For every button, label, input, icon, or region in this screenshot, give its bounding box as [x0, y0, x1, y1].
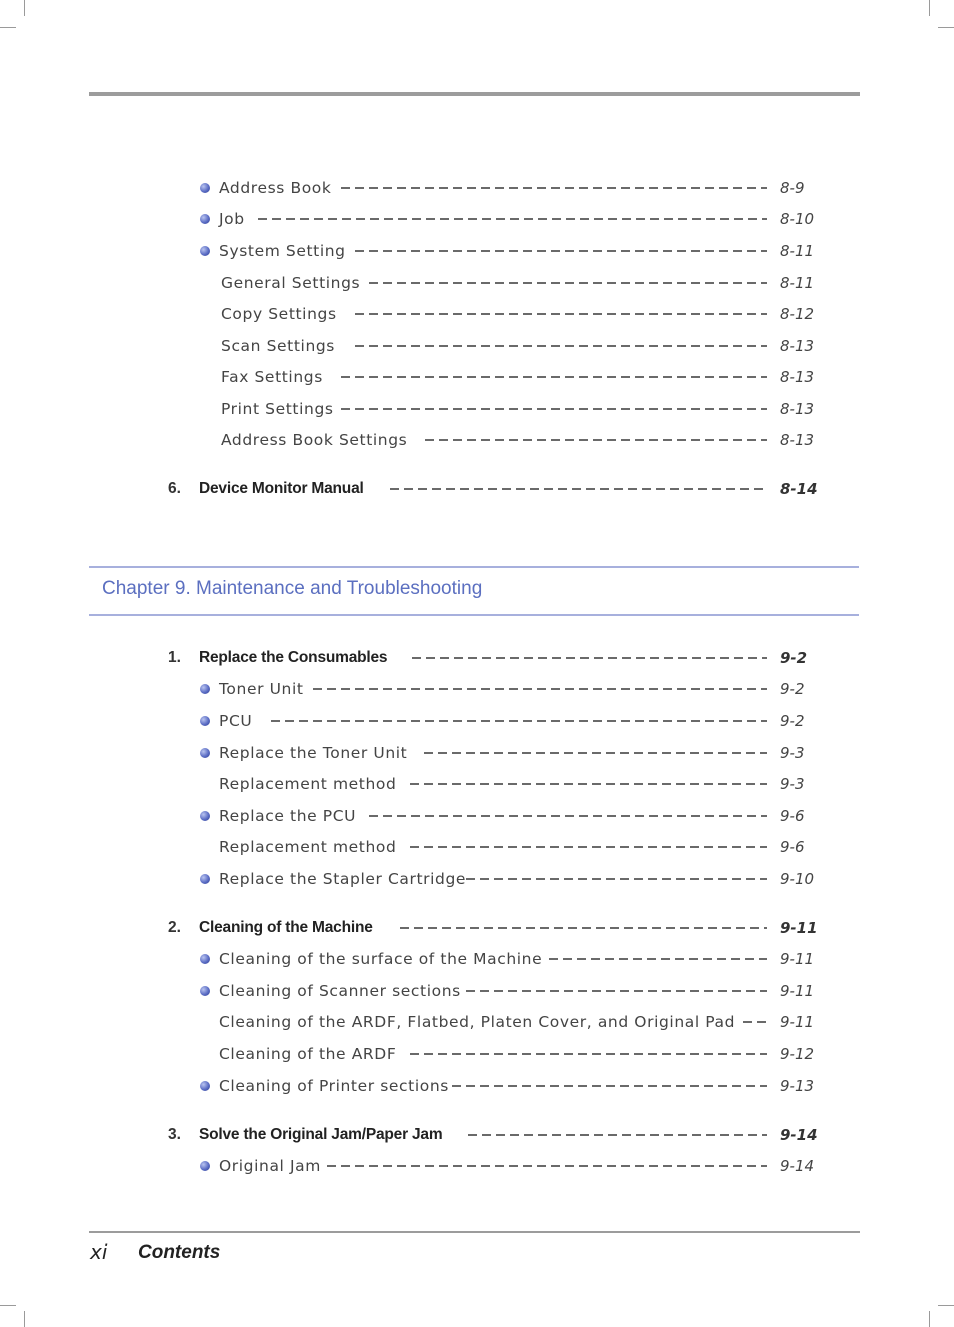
toc-entry-page: 8-11	[780, 274, 815, 292]
dot-leader	[549, 958, 767, 960]
crop-mark	[24, 0, 25, 16]
section-heading[interactable]	[199, 648, 819, 668]
dot-leader	[390, 488, 767, 490]
toc-entry-page: 9-14	[780, 1157, 815, 1175]
dot-leader	[425, 439, 767, 441]
toc-entry-title: Fax Settings	[221, 368, 323, 386]
dot-leader	[410, 846, 767, 848]
dot-leader	[410, 1053, 767, 1055]
bullet-icon	[200, 246, 210, 256]
toc-entry-title: PCU	[219, 712, 253, 730]
chapter-title[interactable]: Chapter 9. Maintenance and Troubleshooting	[102, 578, 483, 599]
toc-entry-page: 9-12	[780, 1045, 815, 1063]
toc-entry-page: 8-11	[780, 242, 815, 260]
toc-entry-title: Replace the Stapler Cartridge	[219, 870, 467, 888]
toc-entry[interactable]	[221, 273, 821, 293]
section-title: Cleaning of the Machine	[199, 919, 373, 936]
toc-entry-page: 8-9	[780, 179, 805, 197]
crop-mark	[0, 27, 16, 28]
toc-entry-page: 9-6	[780, 807, 805, 825]
toc-entry-title: Replace the PCU	[219, 807, 357, 825]
section-page: 9-14	[780, 1126, 818, 1144]
chapter-heading	[89, 566, 859, 616]
dot-leader	[341, 408, 767, 410]
toc-entry-page: 9-2	[780, 712, 805, 730]
dot-leader	[369, 282, 767, 284]
section-page: 9-11	[780, 919, 818, 937]
toc-entry[interactable]	[219, 774, 819, 794]
toc-entry-title: Cleaning of the surface of the Machine	[219, 950, 543, 968]
toc-entry-page: 9-3	[780, 775, 805, 793]
toc-entry-title: Original Jam	[219, 1157, 321, 1175]
bullet-icon	[200, 874, 210, 884]
toc-entry[interactable]	[221, 304, 821, 324]
crop-mark	[0, 1305, 16, 1306]
toc-entry-title: System Setting	[219, 242, 346, 260]
toc-entry-title: Cleaning of Scanner sections	[219, 982, 461, 1000]
toc-entry-title: Cleaning of the ARDF, Flatbed, Platen Cover, and Original Pad	[219, 1013, 736, 1031]
crop-mark	[24, 1311, 25, 1327]
toc-entry[interactable]	[219, 679, 819, 699]
toc-entry[interactable]	[221, 399, 821, 419]
header-rule	[89, 92, 860, 96]
dot-leader	[258, 218, 767, 220]
dot-leader	[468, 1134, 767, 1136]
dot-leader	[400, 927, 767, 929]
toc-entry[interactable]	[219, 981, 819, 1001]
section-heading[interactable]	[199, 479, 819, 499]
toc-entry[interactable]	[219, 209, 819, 229]
section-number: 1.	[168, 649, 181, 666]
toc-entry-title: Replace the Toner Unit	[219, 744, 408, 762]
toc-entry-title: Cleaning of Printer sections	[219, 1077, 449, 1095]
toc-entry-title: Copy Settings	[221, 305, 337, 323]
toc-entry[interactable]	[219, 837, 819, 857]
section-heading[interactable]	[199, 918, 819, 938]
footer-label: Contents	[138, 1242, 221, 1263]
toc-entry-page: 9-11	[780, 982, 815, 1000]
toc-entry[interactable]	[219, 949, 819, 969]
toc-entry-page: 8-13	[780, 431, 815, 449]
bullet-icon	[200, 811, 210, 821]
toc-entry[interactable]	[221, 430, 821, 450]
crop-mark	[929, 0, 930, 16]
toc-entry[interactable]	[219, 1044, 819, 1064]
dot-leader	[410, 783, 767, 785]
toc-entry[interactable]	[221, 336, 821, 356]
toc-entry-title: Cleaning of the ARDF	[219, 1045, 397, 1063]
bullet-icon	[200, 954, 210, 964]
toc-entry-title: Scan Settings	[221, 337, 335, 355]
toc-entry[interactable]	[219, 178, 819, 198]
dot-leader	[743, 1021, 767, 1023]
dot-leader	[466, 878, 767, 880]
toc-entry-title: Address Book	[219, 179, 332, 197]
toc-entry-page: 8-13	[780, 368, 815, 386]
dot-leader	[355, 313, 767, 315]
crop-mark	[938, 27, 954, 28]
section-page: 9-2	[780, 649, 808, 667]
toc-entry[interactable]	[219, 711, 819, 731]
toc-entry-page: 8-13	[780, 400, 815, 418]
toc-entry-page: 9-11	[780, 950, 815, 968]
toc-entry[interactable]	[219, 241, 819, 261]
toc-entry-page: 9-6	[780, 838, 805, 856]
toc-entry[interactable]	[219, 1156, 819, 1176]
toc-entry-title: Replacement method	[219, 838, 397, 856]
section-title: Replace the Consumables	[199, 649, 388, 666]
toc-entry[interactable]	[219, 1076, 819, 1096]
dot-leader	[355, 250, 767, 252]
toc-entry-page: 9-11	[780, 1013, 815, 1031]
toc-entry-title: Job	[219, 210, 245, 228]
toc-entry-title: Replacement method	[219, 775, 397, 793]
section-number: 2.	[168, 919, 181, 936]
dot-leader	[412, 657, 767, 659]
dot-leader	[355, 345, 767, 347]
bullet-icon	[200, 684, 210, 694]
toc-entry[interactable]	[219, 743, 819, 763]
toc-entry-page: 9-13	[780, 1077, 815, 1095]
crop-mark	[938, 1305, 954, 1306]
dot-leader	[424, 752, 767, 754]
dot-leader	[313, 688, 767, 690]
footer-page-number: xi	[90, 1240, 108, 1264]
section-number: 3.	[168, 1126, 181, 1143]
bullet-icon	[200, 1161, 210, 1171]
toc-entry-title: Toner Unit	[219, 680, 304, 698]
dot-leader	[466, 990, 767, 992]
crop-mark	[929, 1311, 930, 1327]
toc-entry-page: 8-12	[780, 305, 815, 323]
section-page: 8-14	[780, 480, 818, 498]
dot-leader	[341, 187, 767, 189]
section-heading[interactable]	[199, 1125, 819, 1145]
section-number: 6.	[168, 480, 181, 497]
toc-entry-page: 9-10	[780, 870, 815, 888]
toc-entry-title: Print Settings	[221, 400, 334, 418]
dot-leader	[271, 720, 767, 722]
section-title: Device Monitor Manual	[199, 480, 364, 497]
toc-entry[interactable]	[219, 806, 819, 826]
bullet-icon	[200, 986, 210, 996]
bullet-icon	[200, 1081, 210, 1091]
bullet-icon	[200, 748, 210, 758]
toc-entry-title: General Settings	[221, 274, 361, 292]
toc-entry-page: 9-3	[780, 744, 805, 762]
toc-entry[interactable]	[221, 367, 821, 387]
dot-leader	[341, 376, 767, 378]
toc-entry-page: 8-10	[780, 210, 815, 228]
section-title: Solve the Original Jam/Paper Jam	[199, 1126, 443, 1143]
toc-entry-page: 9-2	[780, 680, 805, 698]
dot-leader	[327, 1165, 767, 1167]
bullet-icon	[200, 214, 210, 224]
bullet-icon	[200, 716, 210, 726]
toc-entry-page: 8-13	[780, 337, 815, 355]
bullet-icon	[200, 183, 210, 193]
toc-entry-title: Address Book Settings	[221, 431, 408, 449]
toc-entry[interactable]	[219, 869, 819, 889]
dot-leader	[369, 815, 767, 817]
footer-rule	[89, 1231, 860, 1233]
toc-entry[interactable]	[219, 1012, 819, 1032]
dot-leader	[452, 1085, 767, 1087]
